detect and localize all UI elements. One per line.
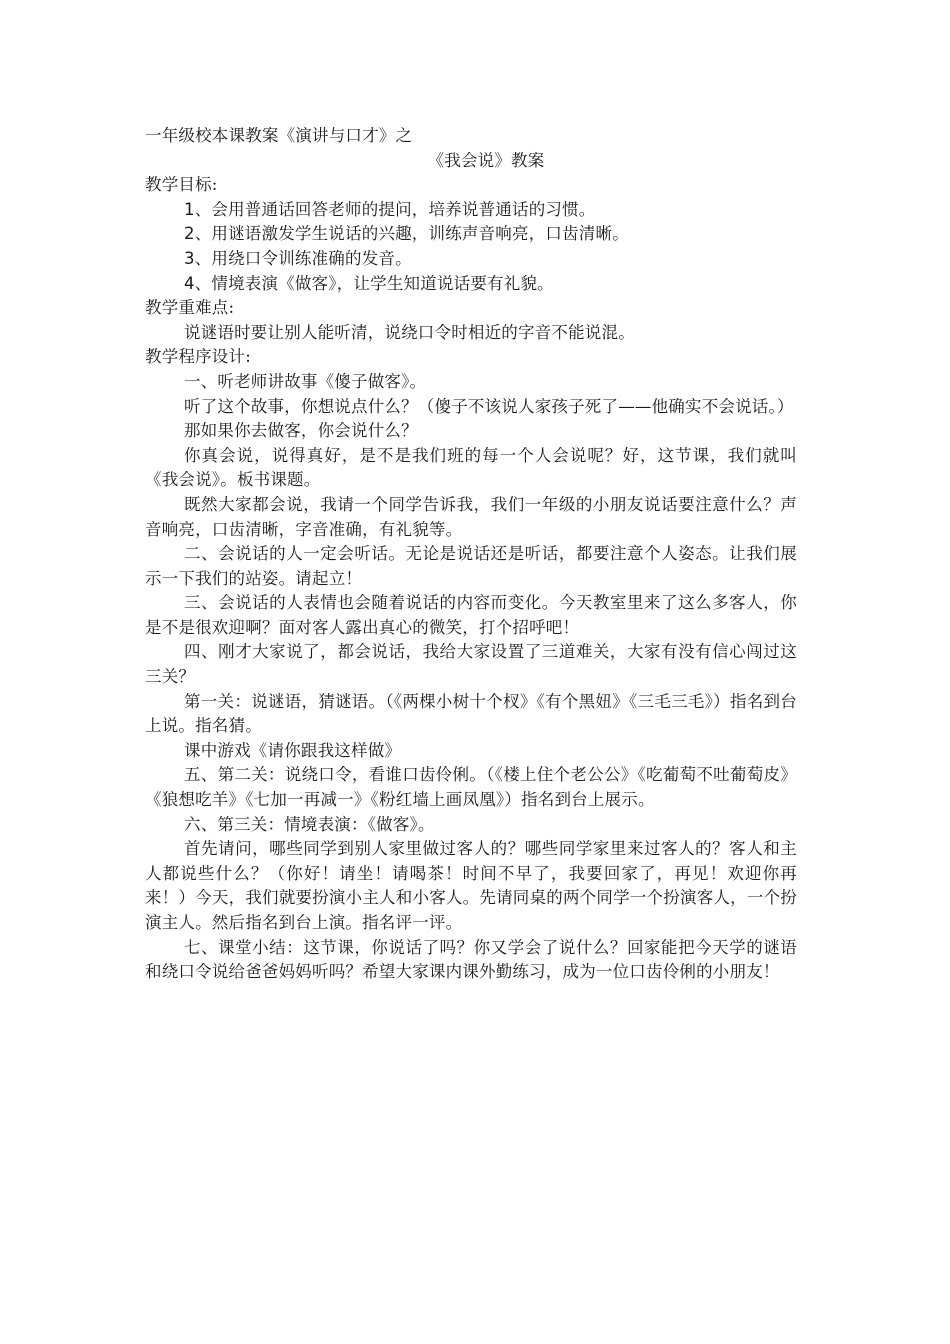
document-title: 一年级校本课教案《演讲与口才》之: [145, 126, 413, 145]
goals-heading: 教学目标:: [145, 175, 218, 195]
procedure-paragraph: 你真会说，说得真好，是不是我们班的每一个人会说呢？好，这节课，我们就叫《我会说》。板书课题。: [145, 445, 797, 490]
lesson-plan-document: [145, 124, 797, 985]
goal-number: 1: [184, 199, 195, 219]
procedure-paragraph: 听了这个故事，你想说点什么？（傻子不该说人家孩子死了——他确实不会说话。）: [184, 396, 794, 416]
goal-number: 2: [184, 224, 195, 244]
procedure-paragraph: 七、课堂小结：这节课，你说话了吗？你又学会了说什么？回家能把今天学的谜语和绕口令说给爸爸妈妈听吗？希望大家课内课外勤练习，成为一位口齿伶俐的小朋友！: [145, 937, 797, 982]
difficulty-heading: 教学重难点:: [145, 298, 235, 318]
procedure-paragraph: 那如果你去做客，你会说什么？: [184, 421, 418, 441]
procedure-paragraph: 课中游戏《请你跟我这样做》: [184, 740, 402, 760]
procedure-paragraph: 三、会说话的人表情也会随着说话的内容而变化。今天教室里来了这么多客人，你是不是很欢迎啊？面对客人露出真心的微笑，打个招呼吧！: [145, 593, 797, 637]
goal-item: [145, 222, 797, 247]
goal-text: 、会用普通话回答老师的提问，培养说普通话的习惯。: [194, 199, 596, 219]
goal-text: 、用谜语激发学生说话的兴趣，训练声音响亮，口齿清晰。: [194, 224, 629, 244]
goal-item: [145, 272, 797, 297]
procedure-paragraph: 第一关：说谜语，猜谜语。（《两棵小树十个杈》《有个黑妞》《三毛三毛》）指名到台上说。指名猜。: [145, 691, 797, 736]
document-subtitle: 《我会说》教案: [427, 150, 545, 170]
goal-text: 、用绕口令训练准确的发音。: [194, 248, 412, 268]
procedure-paragraph: 五、第二关：说绕口令，看谁口齿伶俐。（《楼上住个老公公》《吃葡萄不吐葡萄皮》《狼想吃羊》《七加一再减一》《粉红墙上画凤凰》）指名到台上展示。: [145, 765, 797, 810]
goal-item: [145, 198, 797, 223]
procedure-paragraph: 首先请问，哪些同学到别人家里做过客人的？哪些同学家里来过客人的？客人和主人都说些什么？（你好！请坐！请喝茶！时间不早了，我要回家了，再见！欢迎你再来！）今天，我们就要扮演小主人和小客人。先请同桌的两个同学一个扮演客人，一个扮演主人。然后指名到台上演。指名评一评。: [145, 839, 797, 932]
procedure-paragraph: 既然大家都会说，我请一个同学告诉我，我们一年级的小朋友说话要注意什么？声音响亮，口齿清晰，字音准确，有礼貌等。: [145, 494, 797, 539]
goal-number: 3: [184, 248, 195, 268]
procedure-paragraph: 二、会说话的人一定会听话。无论是说话还是听话，都要注意个人姿态。让我们展示一下我们的站姿。请起立！: [145, 544, 797, 588]
goal-number: 4: [184, 273, 195, 293]
difficulty-text: 说谜语时要让别人能听清，说绕口令时相近的字音不能说混。: [184, 322, 635, 342]
goal-text: 、情境表演《做客》，让学生知道说话要有礼貌。: [194, 273, 554, 293]
procedure-paragraph: 一、听老师讲故事《傻子做客》。: [184, 371, 427, 391]
goal-item: [145, 247, 797, 272]
procedure-paragraph: 六、第三关：情境表演：《做客》。: [184, 814, 435, 834]
procedure-heading: 教学程序设计:: [145, 347, 251, 367]
procedure-paragraph: 四、刚才大家说了，都会说话，我给大家设置了三道难关，大家有没有信心闯过这三关？: [145, 642, 797, 687]
